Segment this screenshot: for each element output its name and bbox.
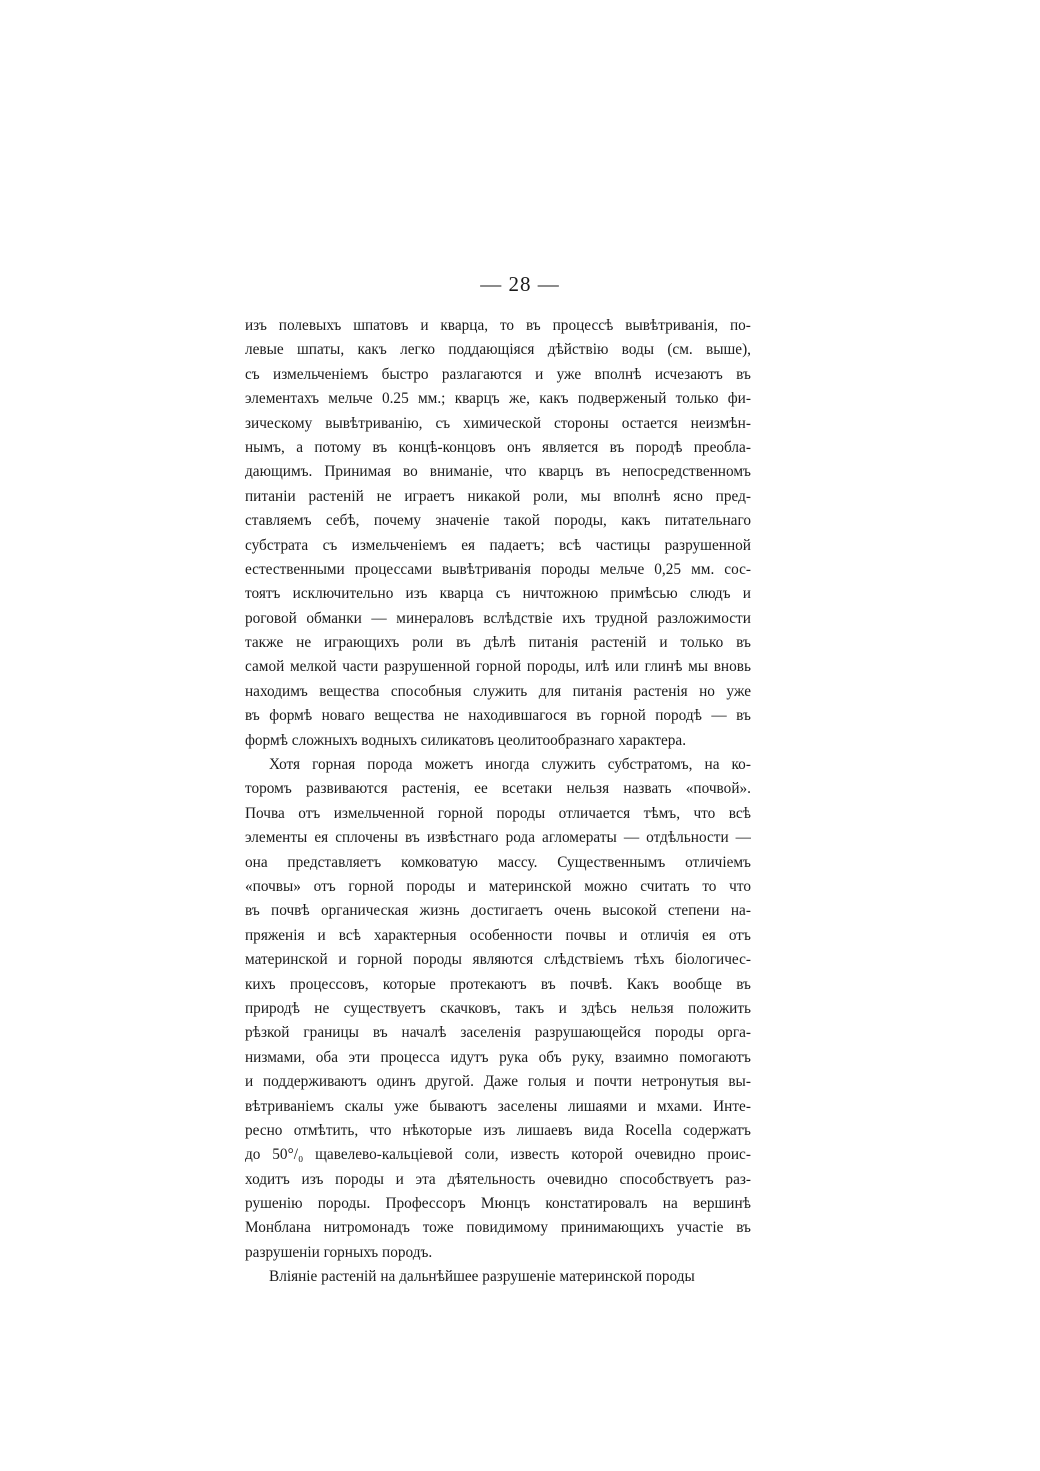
text-line: въ формѣ новаго вещества не находившагося въ горной породѣ — въ bbox=[245, 707, 751, 725]
text-line: рѣзкой границы въ началѣ заселенія разрушающейся породы орга- bbox=[245, 1024, 751, 1042]
text-line: также не играющихъ роли въ дѣлѣ питанія растеній и только въ bbox=[245, 634, 751, 652]
page-number: — 28 — bbox=[480, 272, 560, 296]
text-line: нымъ, а потому въ концѣ-концовъ онъ является въ породѣ преобла- bbox=[245, 438, 751, 456]
text-line: естественными процессами вывѣтриванія породы мельче 0,25 мм. сос- bbox=[245, 560, 751, 578]
paragraph bbox=[245, 753, 751, 1265]
text-line: кихъ процессовъ, которые протекаютъ въ почвѣ. Какъ вообще въ bbox=[245, 975, 751, 993]
text-line: Вліяніе растеній на дальнѣйшее разрушеніе материнской породы bbox=[269, 1268, 695, 1286]
text-line: самой мелкой части разрушенной горной породы, илѣ или глинѣ мы вновь bbox=[245, 658, 751, 676]
text-line: до 50°/₀ щавелево-кальціевой соли, известь которой очевидно проис- bbox=[245, 1146, 751, 1164]
text-line: низмами, оба эти процесса идутъ рука объ руку, взаимно помогаютъ bbox=[245, 1048, 751, 1066]
text-line: элементы ея сплочены въ извѣстнаго рода агломераты — отдѣльности — bbox=[245, 829, 751, 847]
text-line: роговой обманки — минераловъ вслѣдствіе ихъ трудной разложимости bbox=[245, 609, 751, 627]
text-line: съ измельченіемъ быстро разлагаются и уже вполнѣ исчезаютъ въ bbox=[245, 365, 751, 383]
text-line: разрушеніи горныхъ породъ. bbox=[245, 1243, 433, 1261]
text-line: находимъ вещества способныя служить для питанія растенія но уже bbox=[245, 682, 751, 700]
text-line: она представляетъ комковатую массу. Существеннымъ отличіемъ bbox=[245, 853, 751, 871]
text-line: левые шпаты, какъ легко поддающіяся дѣйствію воды (см. выше), bbox=[245, 341, 751, 359]
text-line: природѣ не существуетъ скачковъ, такъ и здѣсь нельзя положить bbox=[245, 999, 751, 1017]
paragraph bbox=[245, 314, 751, 753]
text-line: изъ полевыхъ шпатовъ и кварца, то въ процессѣ вывѣтриванія, по- bbox=[245, 317, 751, 334]
text-line: «почвы» отъ горной породы и материнской можно считать то что bbox=[245, 877, 751, 895]
text-line: питаніи растеній не играетъ никакой роли, мы вполнѣ ясно пред- bbox=[245, 487, 751, 505]
text-line: вѣтриваніемъ скалы уже бываютъ заселены лишаями и мхами. Инте- bbox=[245, 1097, 751, 1115]
text-line: дающимъ. Принимая во вниманіе, что кварцъ въ непосредственномъ bbox=[245, 463, 751, 481]
text-line: материнской и горной породы являются слѣдствіемъ тѣхъ біологичес- bbox=[245, 951, 751, 969]
text-line: торомъ развиваются растенія, ее всетаки нельзя назвать «почвой». bbox=[245, 780, 751, 798]
text-line: рушенію породы. Профессоръ Мюнцъ констатировалъ на вершинѣ bbox=[245, 1195, 751, 1213]
text-line: ставляемъ себѣ, почему значеніе такой породы, какъ питательнаго bbox=[245, 512, 751, 530]
text-line: Монблана нитромонадъ тоже повидимому принимающихъ участіе въ bbox=[245, 1219, 751, 1237]
text-line: субстрата съ измельченіемъ ея падаетъ; всѣ частицы разрушенной bbox=[245, 536, 751, 554]
text-line: Почва отъ измельченной горной породы отличается тѣмъ, что всѣ bbox=[245, 804, 751, 822]
text-line: тоятъ исключительно изъ кварца съ ничтожною примѣсью слюдъ и bbox=[245, 585, 751, 603]
paragraph bbox=[245, 1265, 751, 1289]
text-line: ходитъ изъ породы и эта дѣятельность очевидно способствуетъ раз- bbox=[245, 1170, 751, 1188]
text-line: и поддерживаютъ одинъ другой. Даже голыя и почти нетронутыя вы- bbox=[245, 1073, 751, 1091]
text-line: Хотя горная порода можетъ иногда служить субстратомъ, на ко- bbox=[269, 756, 751, 774]
text-line: формѣ сложныхъ водныхъ силикатовъ цеолитообразнаго характера. bbox=[245, 731, 687, 749]
text-line: зическому вывѣтриванію, съ химической стороны остается неизмѣн- bbox=[245, 414, 751, 432]
text-line: элементахъ мельче 0.25 мм.; кварцъ же, какъ подверженый только фи- bbox=[245, 390, 751, 408]
text-line: въ почвѣ органическая жизнь достигаетъ очень высокой степени на- bbox=[245, 902, 751, 920]
text-line: пряженія и всѣ характерныя особенности почвы и отличія ея отъ bbox=[245, 926, 751, 944]
body-text bbox=[245, 314, 751, 1290]
text-line: ресно отмѣтить, что нѣкоторые изъ лишаевъ вида Rocella содержатъ bbox=[245, 1121, 751, 1139]
